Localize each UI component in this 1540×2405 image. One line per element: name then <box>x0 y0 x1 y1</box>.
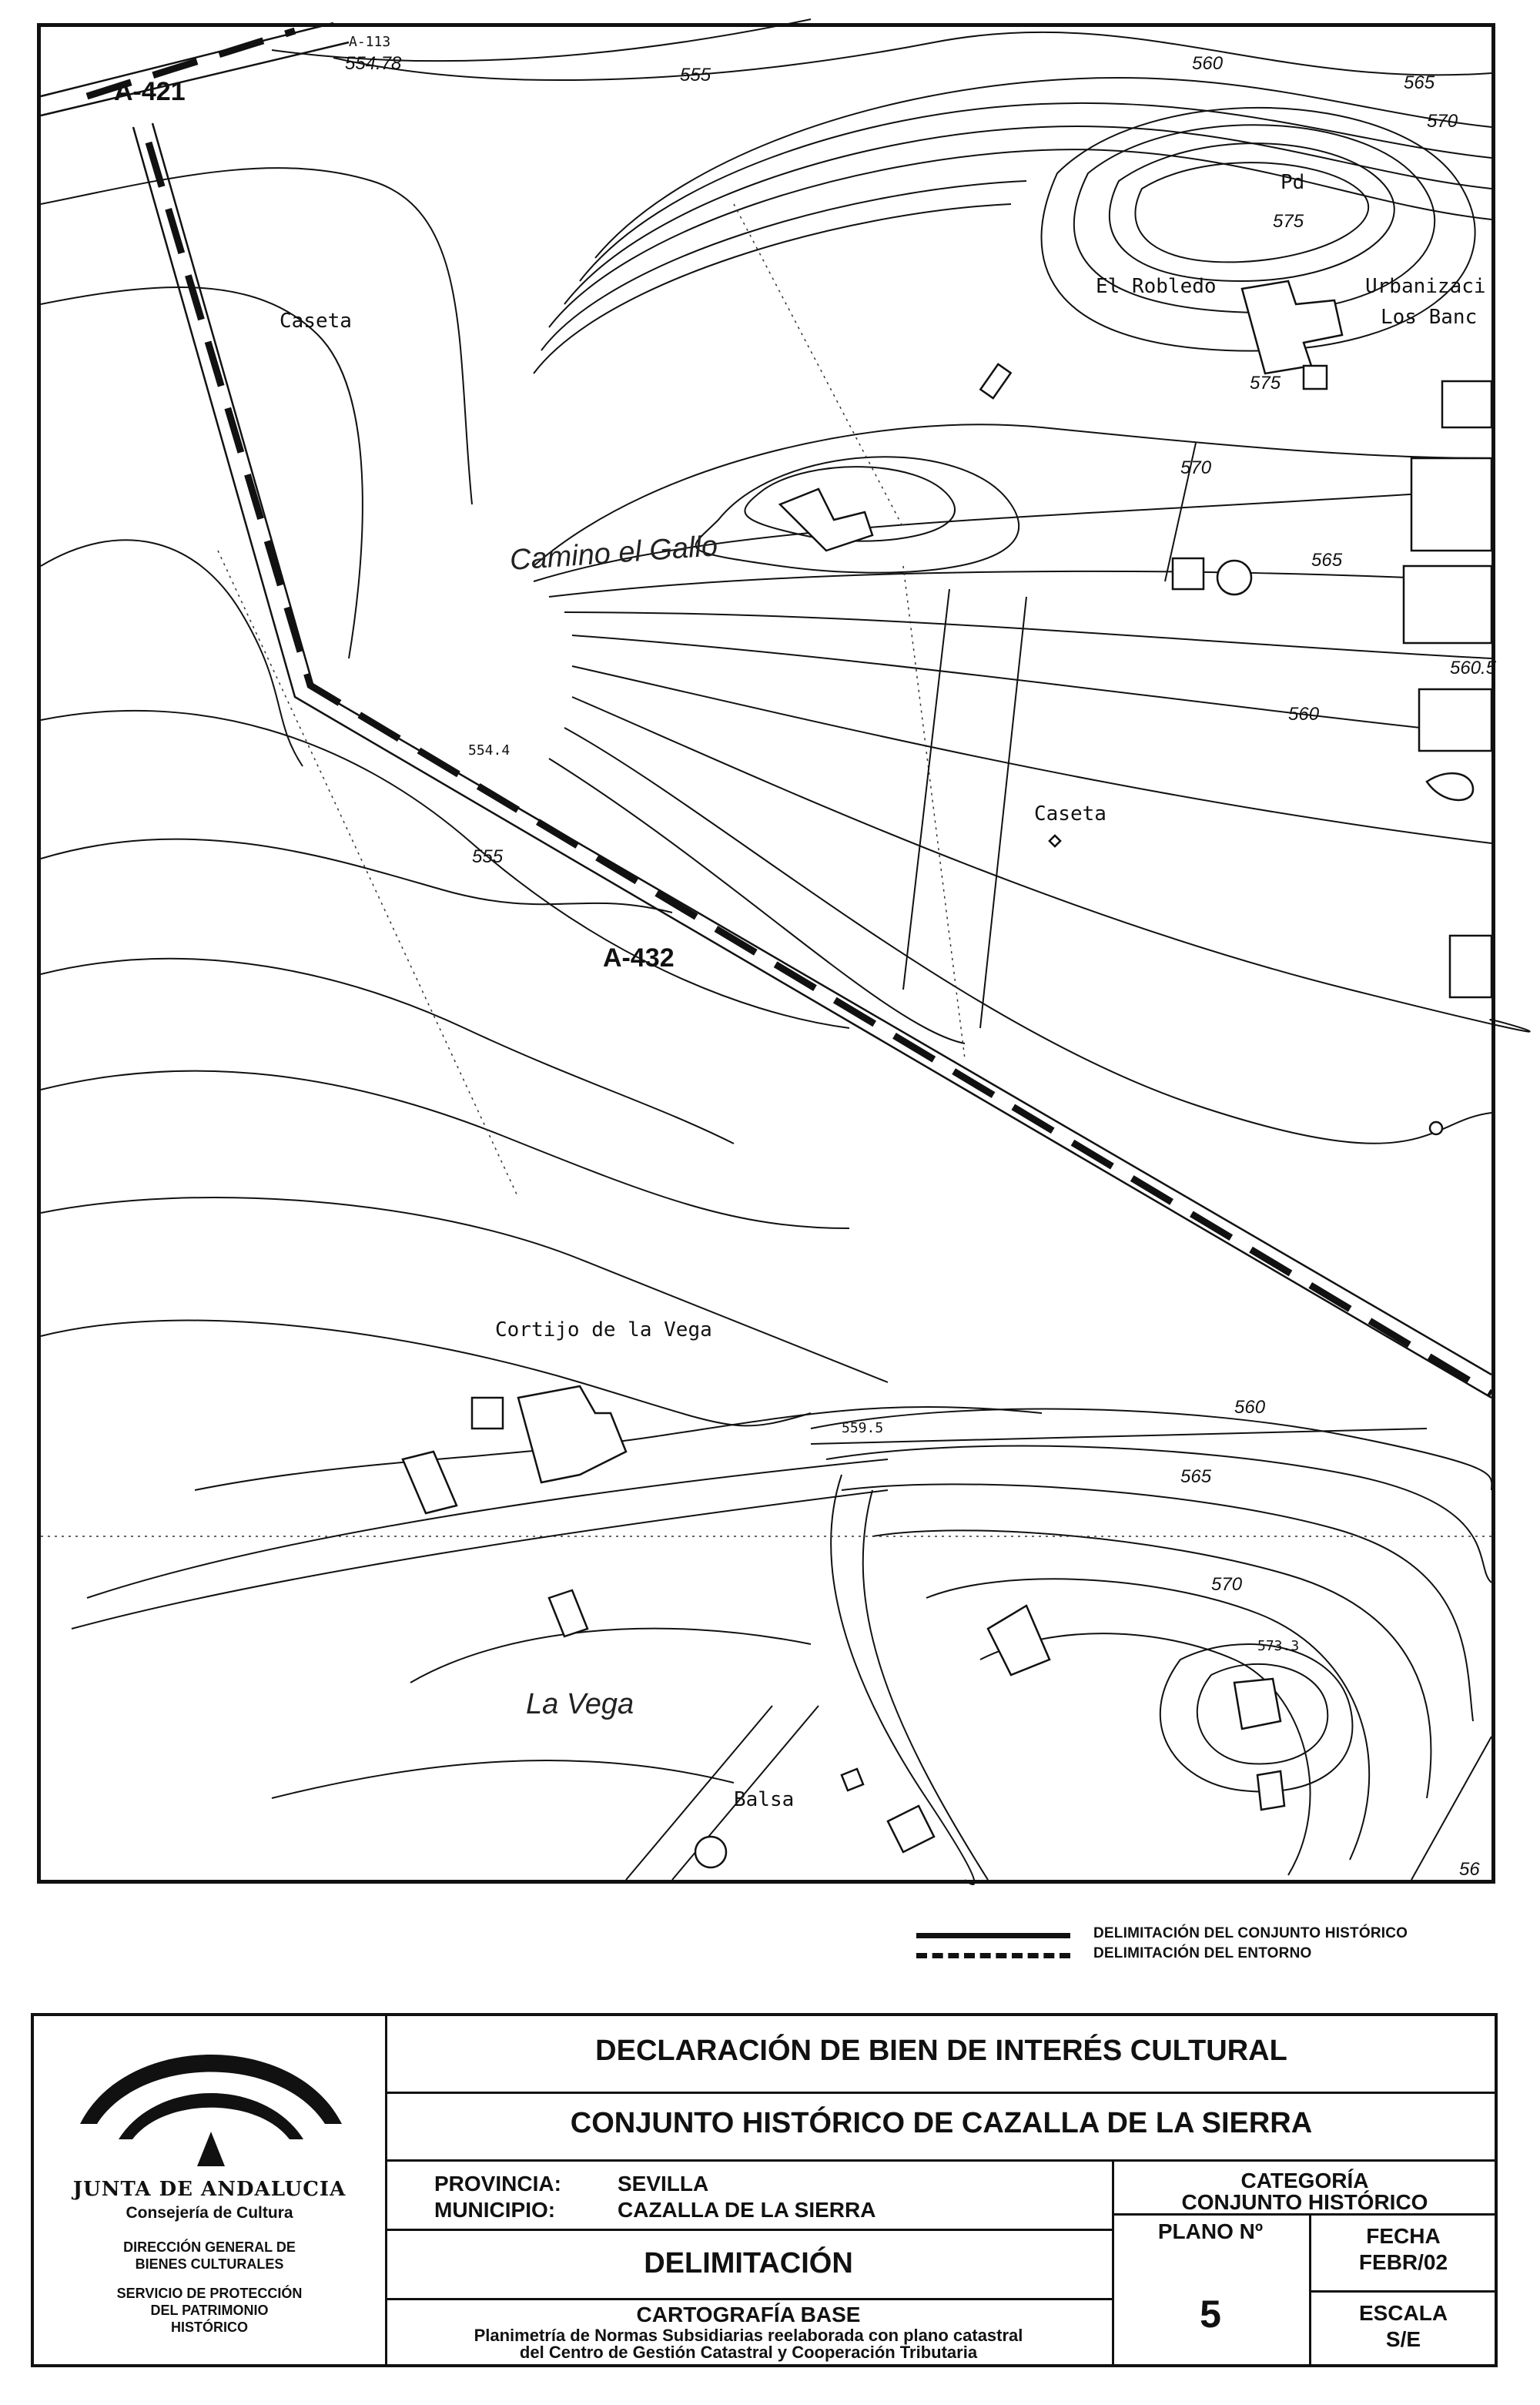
building <box>1450 936 1491 997</box>
building <box>1217 561 1251 595</box>
place-label-balsa: Balsa <box>734 1788 795 1811</box>
elevation-label: 573.3 <box>1257 1638 1300 1654</box>
building <box>1242 281 1342 373</box>
contour-line <box>580 103 1491 281</box>
elevation-label: 570 <box>1427 111 1458 132</box>
place-label-pd: Pd <box>1281 171 1305 194</box>
building <box>1404 566 1491 643</box>
elevation-label: A-113 <box>349 34 391 50</box>
building <box>888 1806 934 1852</box>
building <box>695 1837 726 1867</box>
contour-line <box>842 1484 1473 1721</box>
escala-value: S/E <box>1385 2327 1421 2351</box>
topographic-map <box>37 23 1495 1884</box>
provincia-value: SEVILLA <box>618 2172 709 2196</box>
contour-line <box>595 78 1491 258</box>
contour-line <box>572 697 1530 1032</box>
legend-label: DELIMITACIÓN DEL ENTORNO <box>1093 1945 1312 1961</box>
fecha-value: FEBR/02 <box>1358 2250 1448 2274</box>
legend-label: DELIMITACIÓN DEL CONJUNTO HISTÓRICO <box>1093 1925 1408 1941</box>
contour-line <box>872 1530 1431 1798</box>
subject-title: CONJUNTO HISTÓRICO DE CAZALLA DE LA SIERRA <box>570 2107 1313 2139</box>
building <box>842 1769 863 1790</box>
contour-line <box>333 32 1491 80</box>
contour-line <box>980 1633 1311 1875</box>
provincia-label: PROVINCIA: <box>434 2172 561 2196</box>
service-line: SERVICIO DE PROTECCIÓN <box>116 2286 303 2301</box>
service-line: HISTÓRICO <box>170 2320 248 2335</box>
contour-line <box>572 666 1491 843</box>
place-label-caseta-center: Caseta <box>1034 802 1106 826</box>
building <box>1442 381 1491 427</box>
elevation-label: 555 <box>472 846 504 867</box>
place-label-el-robledo: El Robledo <box>1096 275 1217 298</box>
contour-line <box>41 1197 888 1382</box>
plan-title: DELIMITACIÓN <box>644 2247 853 2279</box>
contour-line <box>41 1071 849 1228</box>
contour-line <box>549 571 1491 597</box>
place-label-cortijo: Cortijo de la Vega <box>495 1318 712 1342</box>
map-canvas <box>41 27 1497 1880</box>
elevation-label: 560 <box>1192 53 1224 74</box>
elevation-label: 554.4 <box>468 742 511 759</box>
building <box>472 1398 503 1429</box>
building <box>1173 558 1204 589</box>
parcel-boundary <box>980 597 1026 1028</box>
elevation-label: 570 <box>1211 1574 1243 1595</box>
dashed-line-symbol <box>916 1953 1070 1958</box>
elevation-label: 56 <box>1459 1859 1480 1880</box>
contour-line <box>564 612 1491 658</box>
contour-line <box>549 759 965 1043</box>
building <box>1234 1679 1281 1729</box>
map-legend <box>916 1925 1502 1979</box>
department: Consejería de Cultura <box>126 2204 293 2222</box>
contour-line <box>41 959 734 1144</box>
place-label-caseta: Caseta <box>280 310 352 333</box>
contour-line <box>272 1760 734 1798</box>
place-label-urbanizacion: Urbanizaci <box>1365 275 1486 298</box>
parcel-boundary <box>734 204 903 528</box>
municipio-value: CAZALLA DE LA SIERRA <box>618 2198 876 2222</box>
contour-line <box>549 149 1491 327</box>
fecha-label: FECHA <box>1366 2224 1441 2248</box>
service-line: DEL PATRIMONIO <box>150 2303 269 2318</box>
contour-line <box>41 168 472 504</box>
elevation-label: 575 <box>1273 211 1304 232</box>
parcel-boundary <box>218 551 518 1197</box>
elevation-label: 565 <box>1311 550 1343 571</box>
contour-line <box>534 204 1011 373</box>
contour-line <box>41 287 363 658</box>
solid-line-symbol <box>916 1933 1070 1938</box>
direction-line: BIENES CULTURALES <box>135 2256 284 2272</box>
org-name: JUNTA DE ANDALUCIA <box>72 2178 346 2201</box>
building <box>518 1386 626 1482</box>
building <box>980 364 1010 398</box>
contour-line <box>41 540 303 766</box>
cartografia-line: del Centro de Gestión Catastral y Cooperación Tributaria <box>519 2343 978 2362</box>
elevation-label: 570 <box>1180 457 1212 478</box>
elevation-label: 565 <box>1404 72 1435 93</box>
parcel-boundary <box>87 1459 888 1598</box>
road-label-a432: A-432 <box>603 943 675 973</box>
direction-line: DIRECCIÓN GENERAL DE <box>123 2239 296 2255</box>
parcel-boundary <box>903 566 965 1059</box>
elevation-label: 560 <box>1234 1397 1266 1418</box>
plano-value: 5 <box>1200 2293 1221 2336</box>
road-label-a421: A-421 <box>114 77 186 106</box>
road-a421-edge <box>41 42 349 116</box>
contour-line <box>1135 162 1368 262</box>
contour-line <box>410 1629 811 1683</box>
title-block <box>31 2013 1498 2367</box>
place-label-los-bancos: Los Banc <box>1381 306 1478 329</box>
cartografia-line: Planimetría de Normas Subsidiarias reelaborada con plano catastral <box>474 2326 1023 2345</box>
place-label-la-vega: La Vega <box>526 1688 634 1720</box>
building <box>1419 689 1491 751</box>
contour-line <box>41 839 672 913</box>
contour-line <box>826 1446 1491 1583</box>
elevation-label: 555 <box>680 65 711 85</box>
building <box>549 1590 588 1636</box>
contour-line <box>926 1579 1369 1860</box>
junta-andalucia-logo-icon <box>34 2016 385 2178</box>
contour-line <box>564 126 1491 304</box>
building <box>1050 836 1060 846</box>
building <box>988 1606 1050 1675</box>
categoria-value: CONJUNTO HISTÓRICO <box>1181 2190 1428 2214</box>
elevation-label: 560 <box>1288 704 1320 725</box>
building <box>1430 1122 1442 1134</box>
municipio-label: MUNICIPIO: <box>434 2198 556 2222</box>
place-label-camino-el-gallo: Camino el Gallo <box>508 530 719 577</box>
escala-label: ESCALA <box>1358 2301 1448 2325</box>
elevation-label: 575 <box>1250 373 1281 394</box>
contour-line <box>41 711 849 1028</box>
legend-item-entorno <box>916 1945 1502 1964</box>
categoria-label: CATEGORÍA <box>1240 2169 1369 2192</box>
contour-line <box>541 181 1026 350</box>
declaration-title: DECLARACIÓN DE BIEN DE INTERÉS CULTURAL <box>595 2035 1287 2067</box>
legend-item-conjunto <box>916 1925 1502 1944</box>
plano-label: PLANO Nº <box>1157 2219 1264 2243</box>
elevation-label: 559.5 <box>842 1420 884 1436</box>
parcel-boundary <box>811 1429 1427 1444</box>
logo-cell <box>34 2016 385 2364</box>
building <box>1304 366 1327 389</box>
parcel-boundary <box>903 589 949 990</box>
building <box>1411 458 1491 551</box>
cartografia-label: CARTOGRAFÍA BASE <box>636 2303 861 2326</box>
building <box>1427 773 1473 800</box>
building <box>1257 1771 1284 1810</box>
elevation-label: 565 <box>1180 1466 1212 1487</box>
building <box>403 1452 457 1513</box>
elevation-label: 560.5 <box>1450 658 1497 678</box>
elevation-label: 554.78 <box>345 53 402 74</box>
